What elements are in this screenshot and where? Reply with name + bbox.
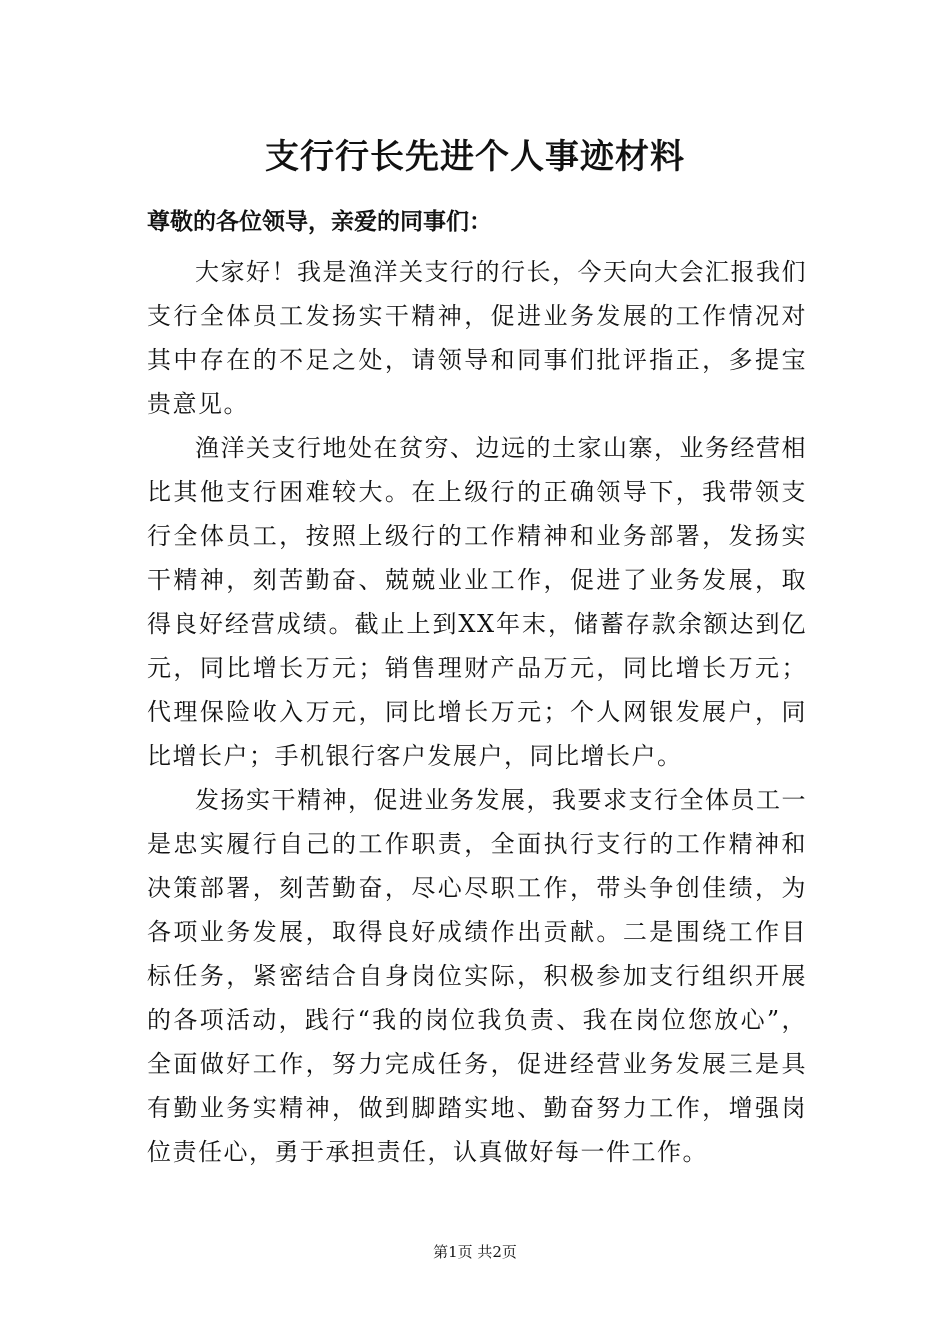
paragraph: 大家好！我是渔洋关支行的行长，今天向大会汇报我们支行全体员工发扬实干精神，促进业务发展的工作情况对其中存在的不足之处，请领导和同事们批评指正，多提宝贵意见。 bbox=[147, 258, 807, 418]
salutation: 尊敬的各位领导，亲爱的同事们： bbox=[147, 208, 492, 235]
document-body bbox=[147, 250, 807, 1174]
paragraph: 发扬实干精神，促进业务发展，我要求支行全体员工一是忠实履行自己的工作职责，全面执行支行的工作精神和决策部署，刻苦勤奋，尽心尽职工作，带头争创佳绩，为各项业务发展，取得良好成绩作出贡献。二是围绕工作目标任务，紧密结合自身岗位实际，积极参加支行组织开展的各项活动，践行“我的岗位我负责、我在岗位您放心”，全面做好工作，努力完成任务，促进经营业务发展三是具有勤业务实精神，做到脚踏实地、勤奋努力工作，增强岗位责任心，勇于承担责任，认真做好每一件工作。 bbox=[147, 786, 807, 1166]
paragraph: 渔洋关支行地处在贫穷、边远的土家山寨，业务经营相比其他支行困难较大。在上级行的正确领导下，我带领支行全体员工，按照上级行的工作精神和业务部署，发扬实干精神，刻苦勤奋、兢兢业业工作，促进了业务发展，取得良好经营成绩。截止上到XX年末，储蓄存款余额达到亿元，同比增长万元；销售理财产品万元，同比增长万元；代理保险收入万元，同比增长万元；个人网银发展户，同比增长户；手机银行客户发展户，同比增长户。 bbox=[147, 434, 807, 770]
page-number-footer: 第1页 共2页 bbox=[433, 1243, 517, 1261]
document-title: 支行行长先进个人事迹材料 bbox=[265, 137, 685, 177]
